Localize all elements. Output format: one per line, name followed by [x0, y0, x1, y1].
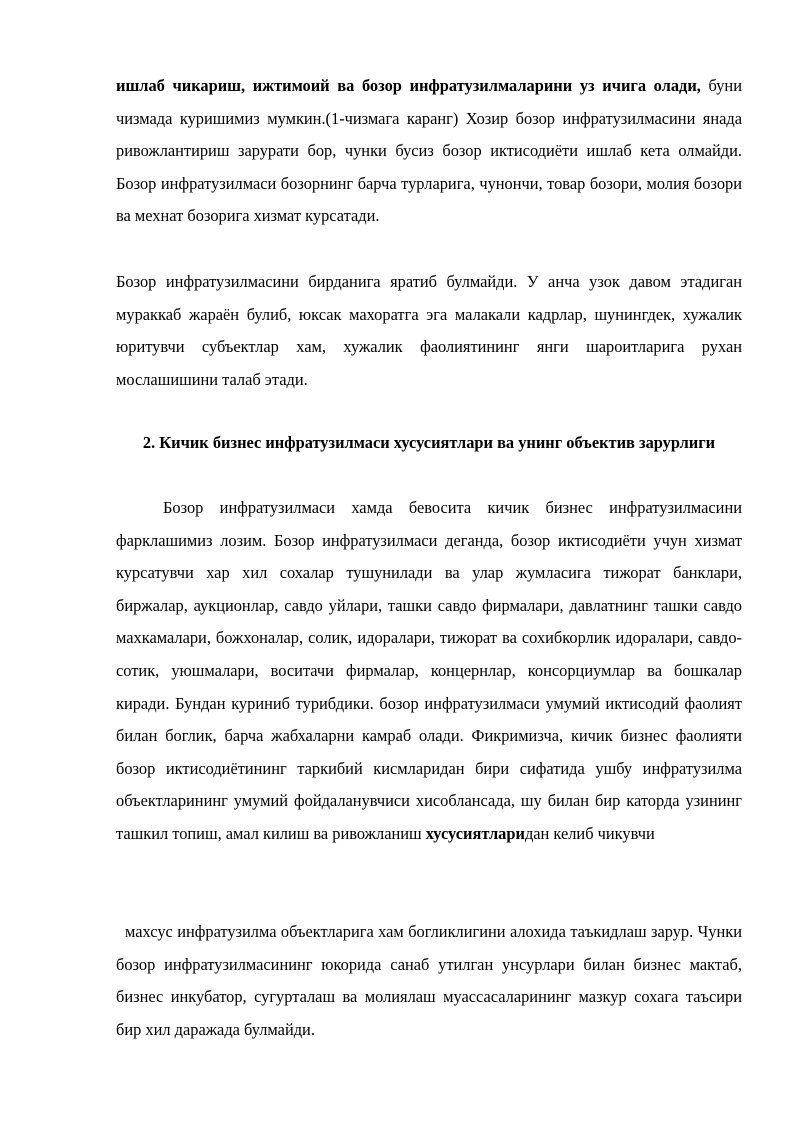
paragraph-text: Бозор инфратузилмаси хамда бевосита кичик бизнес инфратузилмасини фарклашимиз лозим. Бозор инфратузилмаси деганда, бозор иктисодиёти учун хизмат курсатувчи хар хил сохалар тушунилади ва улар жумласига тижорат банклари, биржалар, аукционлар, савдо уйлари, ташки савдо фирмалари, давлатнинг ташки савдо махкамалари, божхоналар, солик, идоралари, тижорат ва сохибкорлик идоралари, савдо-сотик, уюшмалари, воситачи фирмалар, концернлар, консорциумлар ва бошкалар киради. Бундан куриниб турибдики. бозор инфратузилмаси умумий иктисодий фаолият билан боглик, барча жабхаларни камраб олади. Фикримизча, кичик бизнес фаолияти бозор иктисодиётининг таркибий кисмларидан бири сифатида ушбу инфратузилма объектларининг умумий фойдаланувчиси хисоблансада, шу билан бир каторда узининг ташкил топиш, амал килиш ва ривожланиш	[116, 498, 742, 843]
paragraph-text-tail: дан келиб чикувчи	[524, 823, 655, 843]
paragraph-bold-term: хусусиятлари	[425, 823, 525, 843]
paragraph-text: буни чизмада куришимиз мумкин.(1-чизмага каранг) Хозир бозор инфратузилмасини янада ривожлантириш зарурати бор, чунки бусиз бозор иктисодиёти ишлаб кета олмайди. Бозор инфратузилмаси бозорнинг барча турларига, чунончи, товар бозори, молия бозори ва мехнат бозорига хизмат курсатади.	[116, 76, 742, 226]
paragraph-special-infrastructure: махсус инфратузилма объектларига хам богликлигини алохида таъкидлаш зарур. Чунки бозор инфратузилмасининг юкорида санаб утилган унсурлари билан бизнес мактаб, бизнес инкубатор, сугурталаш ва молиялаш муассасаларининг мазкур сохага таъсири бир хил даражада булмайди.	[116, 922, 742, 1039]
section-heading: 2. Кичик бизнес инфратузилмаси хусусиятлари ва унинг объектив зарурлиги	[142, 433, 716, 452]
paragraph-infrastructure-intro	[116, 70, 742, 233]
paragraph-infrastructure-creation: Бозор инфратузилмасини бирданига яратиб булмайди. У анча узок давом этадиган мураккаб жараён булиб, юксак махоратга эга малакали кадрлар, шунингдек, хужалик юритувчи субъектлар хам, хужалик фаолиятининг янги шароитларига рухан мослашишини талаб этади.	[116, 272, 742, 389]
paragraph-bold-lead: ишлаб чикариш, ижтимоий ва бозор инфратузилмаларини уз ичига олади,	[116, 76, 701, 95]
paragraph-infrastructure-distinction	[116, 492, 742, 851]
